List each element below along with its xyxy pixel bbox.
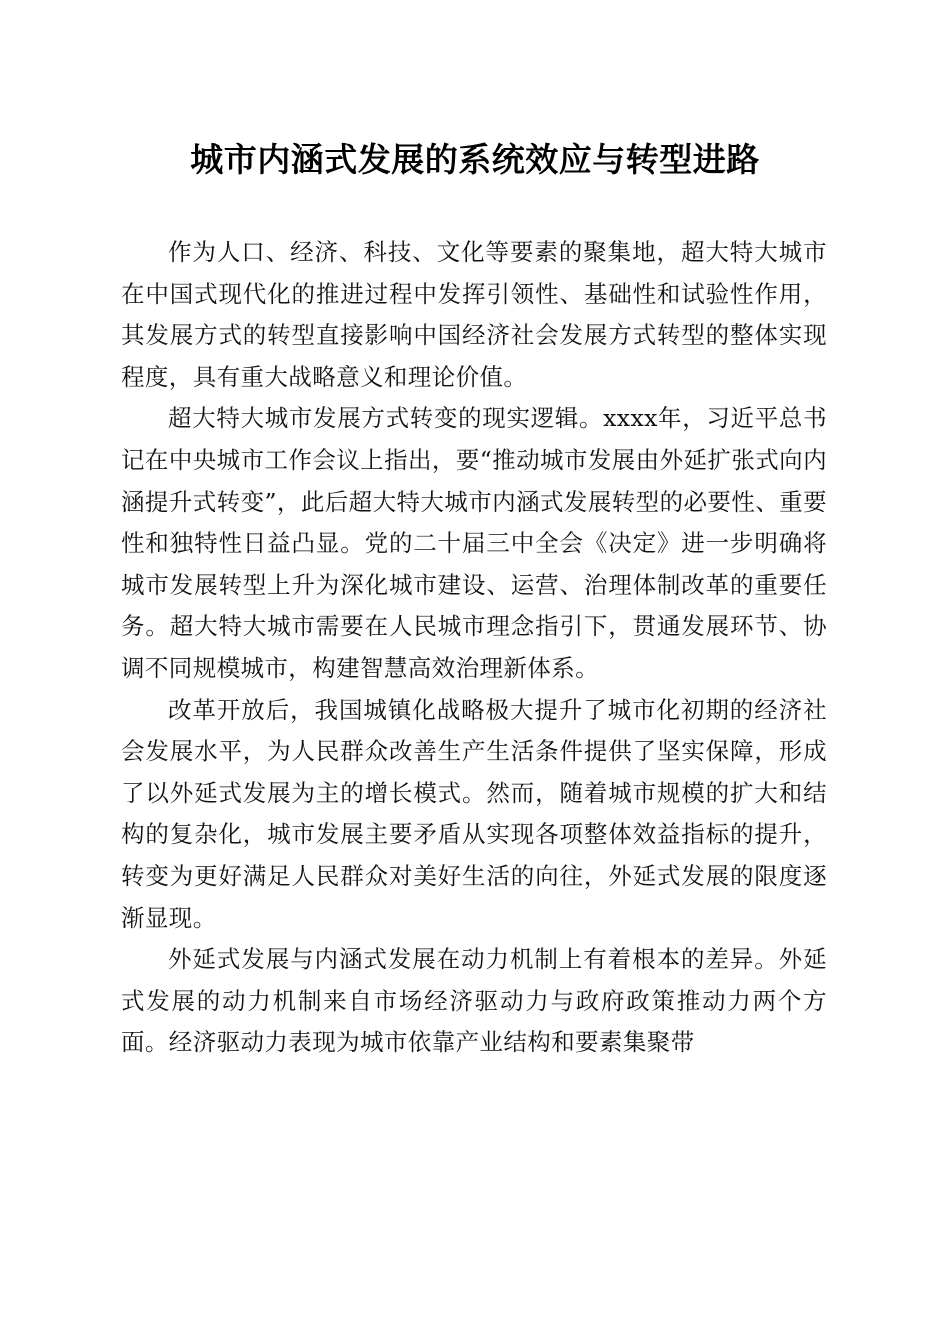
page-title: 城市内涵式发展的系统效应与转型进路: [190, 140, 760, 179]
paragraph-3: 改革开放后，我国城镇化战略极大提升了城市化初期的经济社会发展水平，为人民群众改善生产生活条件提供了坚实保障，形成了以外延式发展为主的增长模式。然而，随着城市规模的扩大和结构的复杂化，城市发展主要矛盾从实现各项整体效益指标的提升，转变为更好满足人民群众对美好生活的向往，外延式发展的限度逐渐显现。: [121, 695, 827, 932]
paragraph-2: 超大特大城市发展方式转变的现实逻辑。xxxx年，习近平总书记在中央城市工作会议上指出，要“推动城市发展由外延扩张式向内涵提升式转变”，此后超大特大城市内涵式发展转型的必要性、重要性和独特性日益凸显。党的二十届三中全会《决定》进一步明确将城市发展转型上升为深化城市建设、运营、治理体制改革的重要任务。超大特大城市需要在人民城市理念指引下，贯通发展环节、协调不同规模城市，构建智慧高效治理新体系。: [121, 404, 827, 682]
paragraph-4: 外延式发展与内涵式发展在动力机制上有着根本的差异。外延式发展的动力机制来自市场经济驱动力与政府政策推动力两个方面。经济驱动力表现为城市依靠产业结构和要素集聚带: [121, 945, 827, 1057]
paragraph-1: 作为人口、经济、科技、文化等要素的聚集地，超大特大城市在中国式现代化的推进过程中发挥引领性、基础性和试验性作用，其发展方式的转型直接影响中国经济社会发展方式转型的整体实现程度，具有重大战略意义和理论价值。: [121, 238, 827, 391]
document-body: [121, 232, 827, 1064]
